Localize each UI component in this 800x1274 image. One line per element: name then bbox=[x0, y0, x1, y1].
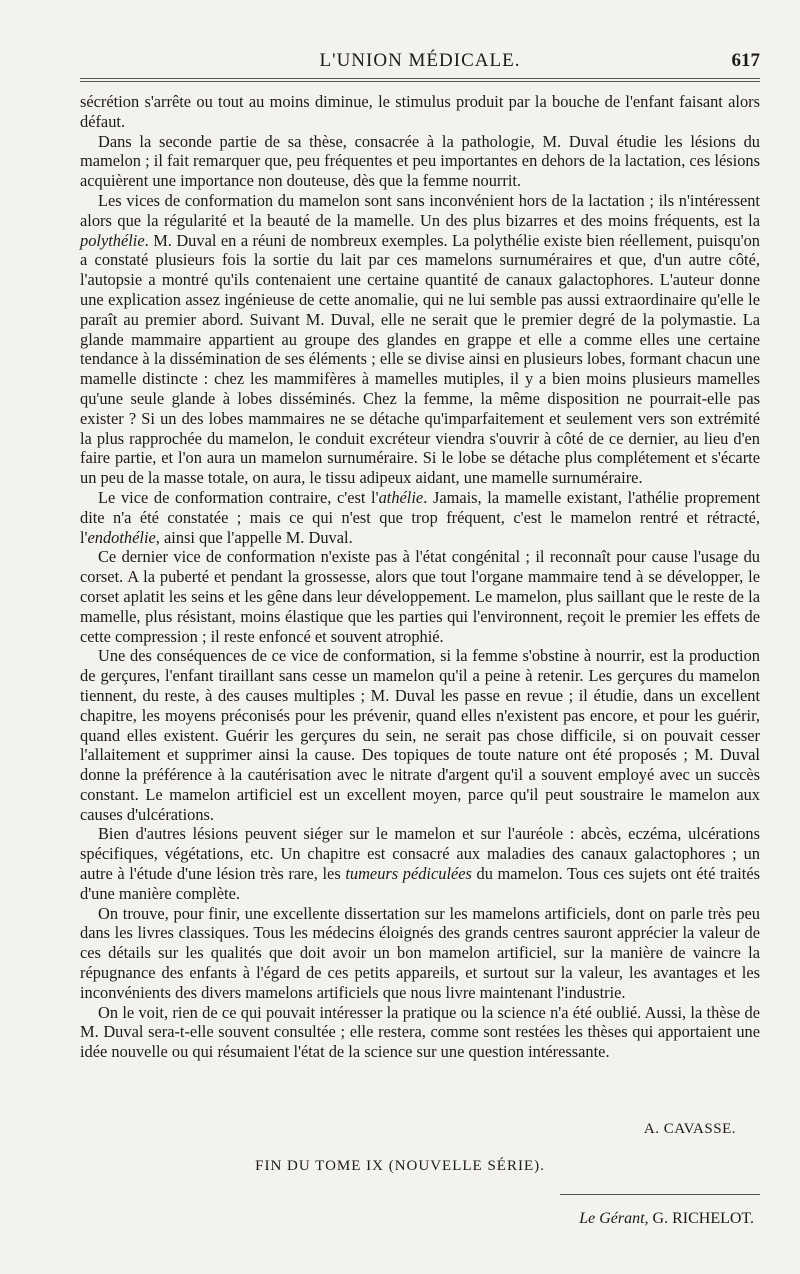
journal-title: L'UNION MÉDICALE. bbox=[319, 50, 521, 71]
paragraph-text: . Jamais, la mamelle existant, l'athélie proprement dite n'a été constatée ; mais ce qui n'est que trop fréquent, c'est le mamelon rentré et rétracté, l' bbox=[80, 487, 760, 547]
article-body bbox=[80, 92, 760, 1062]
publisher-line bbox=[579, 1210, 754, 1228]
paragraph bbox=[80, 191, 760, 488]
paragraph bbox=[80, 904, 760, 1003]
paragraph-text: sécrétion s'arrête ou tout au moins diminue, le stimulus produit par la bouche de l'enfant faisant alors défaut. bbox=[80, 92, 760, 131]
page-number: 617 bbox=[731, 50, 760, 71]
gerant-label: Le Gérant, bbox=[579, 1210, 649, 1227]
italic-term: tumeurs pédiculées bbox=[345, 864, 472, 884]
paragraph bbox=[80, 824, 760, 903]
paragraph bbox=[80, 1003, 760, 1062]
paragraph-text: Bien d'autres lésions peuvent siéger sur le mamelon et sur l'auréole : abcès, eczéma, ulcérations spécifiques, végétations, etc. Un chapitre est consacré aux maladies des canaux galactophores ; un autre à l'étude d'une lésion très rare, les bbox=[80, 824, 760, 884]
paragraph-text: On le voit, rien de ce qui pouvait intéresser la pratique ou la science n'a été oublié. Aussi, la thèse de M. Duval sera-t-elle souvent consultée ; elle restera, comme sont restées les thèses qui apportaient une idée nouvelle ou qui résumaient l'état de la science sur une question intéressante. bbox=[80, 1002, 760, 1062]
author-signature: A. CAVASSE. bbox=[643, 1121, 736, 1137]
paragraph-text: Une des conséquences de ce vice de conformation, si la femme s'obstine à nourrir, est la production de gerçures, l'enfant tiraillant sans cesse un mamelon qu'il a peine à retenir. Les gerçures du mamelon tiennent, du reste, à des causes multiples ; M. Duval les passe en revue ; il étudie, dans un excellent chapitre, les moyens préconisés pour les prévenir, quand elles n'existent pas encore, et pour les guérir, quand elles existent. Guérir les gerçures du sein, ne serait pas chose difficile, si on pouvait cesser l'allaitement et supprimer ainsi la cause. Des topiques de toute nature ont été proposés ; M. Duval donne la préférence à la cautérisation avec le nitrate d'argent qu'il a souvent employé avec un succès constant. Le mamelon artificiel est un excellent moyen, parce qu'il peut soustraire le mamelon aux causes d'ulcérations. bbox=[80, 646, 760, 824]
gerant-name: G. RICHELOT. bbox=[652, 1210, 754, 1227]
italic-term: polythélie bbox=[80, 230, 145, 250]
paragraph bbox=[80, 92, 760, 132]
paragraph bbox=[80, 488, 760, 547]
paragraph-text: Ce dernier vice de conformation n'existe pas à l'état congénital ; il reconnaît pour cause l'usage du corset. A la puberté et pendant la grossesse, alors que tout l'organe mammaire tend à se développer, le corset aplatit les seins et les gêne dans leur développement. Le mamelon, plus saillant que le reste de la mamelle, plus résistant, moins élastique que les parties qui l'environnent, reçoit le premier les effets de cette compression ; il reste enfoncé et souvent atrophié. bbox=[80, 547, 760, 646]
paragraph-text: Les vices de conformation du mamelon sont sans inconvénient hors de la lactation ; ils n'intéressent alors que la régularité et la beauté de la mamelle. Un des plus bizarres et des moins fréquents, est la bbox=[80, 190, 760, 230]
header-rule bbox=[80, 78, 760, 79]
running-header bbox=[80, 50, 760, 74]
paragraph-text: , ainsi que l'appelle M. Duval. bbox=[155, 527, 353, 547]
paragraph bbox=[80, 646, 760, 824]
header-rule-2 bbox=[80, 81, 760, 82]
footer-rule bbox=[560, 1194, 760, 1195]
paragraph bbox=[80, 547, 760, 646]
paragraph-text: Dans la seconde partie de sa thèse, consacrée à la pathologie, M. Duval étudie les lésions du mamelon ; il fait remarquer que, peu fréquentes et peu importantes en dehors de la lactation, ces lésions acquièrent une importance non douteuse, dès que la femme nourrit. bbox=[80, 131, 760, 191]
paragraph-text: On trouve, pour finir, une excellente dissertation sur les mamelons artificiels, dont on parle très peu dans les livres classiques. Tous les médecins éloignés des grands centres sauront apprécier la valeur de ces détails sur les qualités que doit avoir un bon mamelon artificiel, sur la manière de vaincre la répugnance des enfants à l'égard de ces petits appareils, et surtout sur la valeur, les avantages et les inconvénients des divers mamelons artificiels que nous livre maintenant l'industrie. bbox=[80, 903, 760, 1002]
italic-term: endothélie bbox=[87, 527, 156, 547]
paragraph-text: du mamelon. Tous ces sujets ont été traités d'une manière complète. bbox=[80, 864, 761, 903]
paragraph bbox=[80, 132, 760, 191]
paragraph-text: . M. Duval en a réuni de nombreux exemples. La polythélie existe bien réellement, puisqu'on a constaté plusieurs fois la sortie du lait par ces mamelons surnuméraires et que, d'un autre côté, l'autopsie a montré qu'ils contenaient une certaine quantité de canaux galactophores. L'auteur donne une explication assez ingénieuse de cette anomalie, qui ne lui semble pas aussi extraordinaire qu'elle le paraît au premier abord. Suivant M. Duval, elle ne serait que le premier degré de la polymastie. La glande mammaire appartient au groupe des glandes en grappe et elle a comme elles une certaine tendance à la dissémination de ses éléments ; elle se divise ainsi en plusieurs lobes, formant chacun une mamelle distincte : chez les mammifères à mamelles mutiples, il y a bien moins plusieurs mamelles qu'une seule glande à lobes disséminés. Chez la femme, la même disposition ne pourrait-elle pas exister ? Si un des lobes mammaires ne se détache qu'imparfaitement et seulement vers son extrémité la plus rapprochée du mamelon, le conduit excréteur viendra s'ouvrir à côté de ce dernier, au lieu d'en faire partie, et l'on aura un mamelon surnuméraire. Si le lobe se détache plus complétement et s'écarte un peu de la masse totale, on aura, le tissu adipeux aidant, une mamelle surnuméraire. bbox=[80, 230, 760, 488]
paragraph-text: Le vice de conformation contraire, c'est l' bbox=[98, 487, 379, 507]
end-of-volume-note: FIN DU TOME IX (NOUVELLE SÉRIE). bbox=[255, 1158, 545, 1174]
italic-term: athélie bbox=[378, 487, 424, 507]
